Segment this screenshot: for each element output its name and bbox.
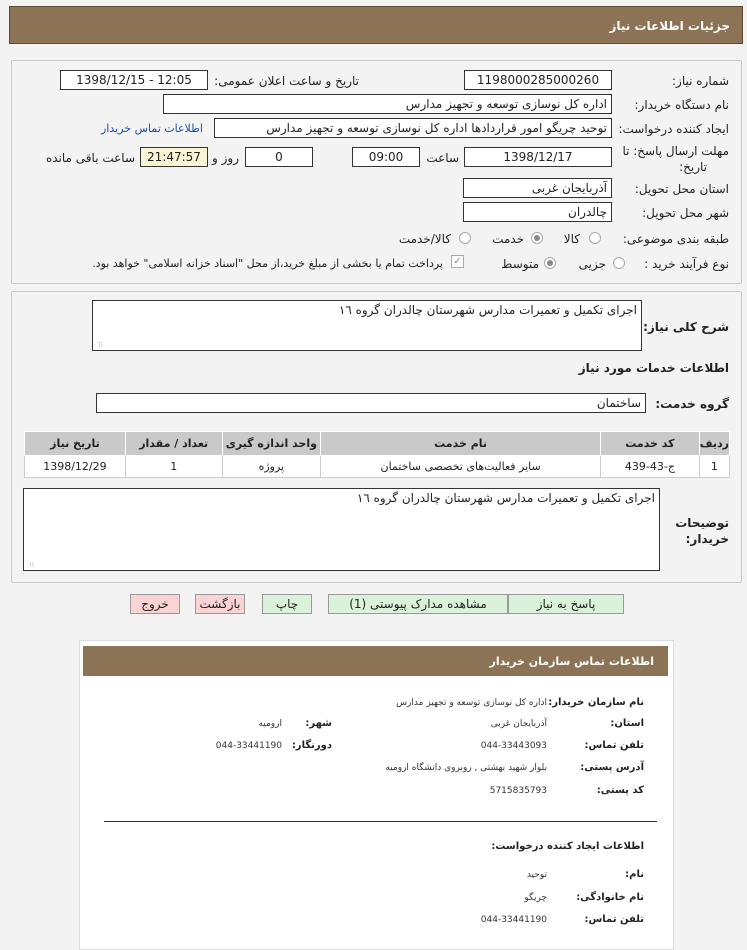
page-title: جزئیات اطلاعات نیاز	[609, 19, 730, 33]
days-label: روز و	[212, 151, 239, 165]
col-quantity: تعداد / مقدار	[125, 432, 222, 456]
contact-org-label: نام سازمان خریدار:	[548, 697, 644, 708]
print-button[interactable]: چاپ	[262, 594, 312, 614]
page-header	[9, 6, 743, 44]
services-heading: اطلاعات خدمات مورد نیاز	[578, 361, 729, 375]
remaining-label: ساعت باقی مانده	[45, 151, 135, 165]
contact-city-label: شهر:	[305, 718, 332, 729]
need-number-label: شماره نیاز:	[672, 74, 729, 88]
col-service-code: کد خدمت	[601, 432, 700, 456]
buyer-notes-label-2: خریدار:	[685, 532, 729, 546]
summary-label: شرح کلی نیاز:	[643, 320, 729, 334]
contact-fax-label: دورنگار:	[291, 740, 332, 751]
creator-heading: اطلاعات ایجاد کننده درخواست:	[491, 841, 644, 852]
contact-phone-label: تلفن تماس:	[584, 740, 644, 751]
service-group-label: گروه خدمت:	[655, 397, 729, 411]
province-field: آذربایجان غربی	[463, 178, 612, 198]
contact-org-value: اداره کل نوسازی توسعه و تجهیز مدارس	[396, 698, 547, 708]
deadline-time-label: ساعت	[426, 151, 459, 165]
buyer-notes-textarea[interactable]	[23, 488, 660, 571]
category-radio-service[interactable]	[531, 232, 543, 244]
attachments-button[interactable]: مشاهده مدارک پیوستی (1)	[328, 594, 508, 614]
announce-field	[60, 70, 208, 90]
creator-first-name-label: نام:	[625, 869, 644, 880]
summary-textarea[interactable]	[92, 300, 642, 351]
cell-service-code: ج-43-439	[601, 456, 700, 478]
province-label: استان محل تحویل:	[634, 182, 729, 196]
contact-province-value: آذربایجان غربی	[490, 719, 547, 729]
service-group-field: ساختمان	[96, 393, 646, 413]
deadline-time-field: 09:00	[352, 147, 420, 167]
process-label: نوع فرآیند خرید :	[644, 257, 729, 271]
summary-text: اجرای تکمیل و تعمیرات مدارس شهرستان چالدران گروه ١٦	[338, 303, 637, 317]
contact-address-label: آدرس پستی:	[580, 762, 644, 773]
deadline-label: مهلت ارسال پاسخ: تا	[622, 144, 729, 158]
category-radio-goods-service[interactable]	[459, 232, 471, 244]
process-option-minor: جزیی	[578, 257, 606, 271]
category-option-goods-service: کالا/خدمت	[398, 232, 451, 246]
city-label: شهر محل تحویل:	[642, 206, 729, 220]
deadline-date-field: 1398/12/17	[464, 147, 612, 167]
requester-field: توحید چریگو امور قراردادها اداره کل نوسازی توسعه و تجهیز مدارس	[214, 118, 612, 138]
contact-card	[79, 640, 674, 950]
cell-need-date: 1398/12/29	[25, 456, 126, 478]
announce-label: تاریخ و ساعت اعلان عمومی:	[214, 74, 359, 88]
buyer-notes-label: توضیحات	[675, 516, 729, 530]
col-unit: واحد اندازه گیری	[222, 432, 321, 456]
cell-unit: پروژه	[222, 456, 321, 478]
services-table-header	[25, 432, 730, 456]
contact-city-value: ارومیه	[258, 719, 282, 729]
creator-first-name-value: توحید	[526, 870, 547, 880]
payment-note: پرداخت تمام یا بخشی از مبلغ خرید،از محل "اسناد خزانه اسلامی" خواهد بود.	[92, 257, 443, 270]
creator-phone-label: تلفن تماس:	[584, 914, 644, 925]
buyer-org-label: نام دستگاه خریدار:	[634, 98, 729, 112]
category-option-service: خدمت	[492, 232, 524, 246]
contact-phone-value: 044-33443093	[480, 741, 547, 751]
days-field: 0	[245, 147, 313, 167]
buyer-notes-resize-handle[interactable]: ⁞⁞	[29, 561, 34, 569]
creator-phone-value: 044-33441190	[480, 915, 547, 925]
deadline-label-date: تاریخ:	[679, 160, 707, 174]
process-radio-minor[interactable]	[613, 257, 625, 269]
city-field: چالدران	[463, 202, 612, 222]
contact-postal-label: کد پستی:	[596, 785, 644, 796]
contact-address-value: بلوار شهید بهشتی , روبروی دانشگاه ارومیه	[385, 763, 547, 773]
category-option-goods: کالا	[563, 232, 580, 246]
contact-card-title: اطلاعات تماس سازمان خریدار	[489, 655, 654, 668]
payment-checkbox[interactable]: ✓	[451, 255, 464, 268]
contact-card-header	[83, 646, 668, 676]
remaining-time-field: 21:47:57	[140, 147, 208, 167]
buyer-org-field: اداره کل نوسازی توسعه و تجهیز مدارس	[163, 94, 612, 114]
col-need-date: تاریخ نیاز	[25, 432, 126, 456]
contact-fax-value: 044-33441190	[215, 741, 282, 751]
col-service-name: نام خدمت	[321, 432, 601, 456]
process-radio-medium[interactable]	[544, 257, 556, 269]
summary-resize-handle[interactable]: ⁞⁞	[98, 341, 103, 349]
buyer-notes-text: اجرای تکمیل و تعمیرات مدارس شهرستان چالدران گروه ١٦	[356, 491, 655, 505]
col-row: ردیف	[699, 432, 729, 456]
creator-last-name-value: چریگو	[524, 893, 547, 903]
creator-last-name-label: نام خانوادگی:	[576, 892, 644, 903]
announce-value: 1398/12/15 - 12:05	[76, 73, 192, 87]
need-number-field: 1198000285000260	[464, 70, 612, 90]
services-table	[24, 431, 730, 478]
category-label: طبقه بندی موضوعی:	[622, 232, 729, 246]
cell-service-name: سایر فعالیت‌های تخصصی ساختمان	[321, 456, 601, 478]
contact-postal-value: 5715835793	[489, 786, 547, 796]
requester-label: ایجاد کننده درخواست:	[618, 122, 729, 136]
contact-divider	[104, 821, 657, 822]
buyer-contact-link[interactable]: اطلاعات تماس خریدار	[101, 122, 203, 135]
table-row	[25, 456, 730, 478]
reply-button[interactable]: پاسخ به نیاز	[508, 594, 624, 614]
back-button[interactable]: بازگشت	[195, 594, 245, 614]
category-radio-goods[interactable]	[589, 232, 601, 244]
exit-button[interactable]: خروج	[130, 594, 180, 614]
cell-row: 1	[699, 456, 729, 478]
cell-quantity: 1	[125, 456, 222, 478]
contact-province-label: استان:	[610, 718, 644, 729]
process-option-medium: متوسط	[501, 257, 539, 271]
